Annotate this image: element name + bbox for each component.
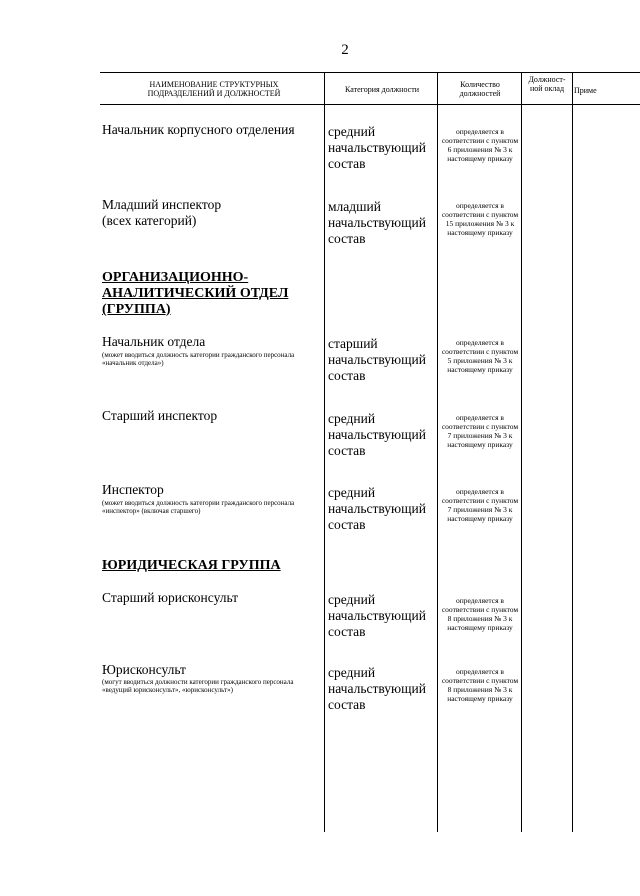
- header-bottom-border: [100, 104, 640, 105]
- position-quantity: определяется в соответствии с пунктом 7 приложения № 3 к настоящему приказу: [441, 487, 519, 523]
- position-quantity: определяется в соответствии с пунктом 7 приложения № 3 к настоящему приказу: [441, 413, 519, 449]
- position-quantity: определяется в соответствии с пунктом 8 приложения № 3 к настоящему приказу: [441, 596, 519, 632]
- position-name: Старший юрисконсульт: [102, 590, 239, 605]
- column-divider: [572, 72, 573, 832]
- column-divider: [437, 72, 438, 832]
- position-name: Начальник корпусного отделения: [102, 122, 295, 137]
- section-title: ЮРИДИЧЕСКАЯ ГРУППА: [102, 558, 281, 573]
- header-note: Приме: [574, 86, 597, 95]
- header-salary: Должност-ной оклад: [528, 75, 566, 93]
- position-quantity: определяется в соответствии с пунктом 8 приложения № 3 к настоящему приказу: [441, 667, 519, 703]
- position-category: младший начальствующий состав: [328, 199, 426, 246]
- page-number: 2: [341, 42, 349, 58]
- position-category: средний начальствующий состав: [328, 485, 426, 532]
- position-name: Старший инспектор: [102, 408, 218, 423]
- position-category: старший начальствующий состав: [328, 336, 426, 383]
- header-name: НАИМЕНОВАНИЕ СТРУКТУРНЫХ ПОДРАЗДЕЛЕНИЙ И ДОЛЖНОСТЕЙ: [147, 80, 281, 98]
- position-note: (может вводиться должность категории гражданского персонала «инспектор» (включая старшего): [102, 499, 295, 515]
- position-quantity: определяется в соответствии с пунктом 5 приложения № 3 к настоящему приказу: [441, 338, 519, 374]
- position-category: средний начальствующий состав: [328, 411, 426, 458]
- position-quantity: определяется в соответствии с пунктом 15 приложения № 3 к настоящему приказу: [441, 201, 519, 237]
- position-name: Начальник отдела: [102, 334, 206, 349]
- position-note: (может вводиться должность категории гражданского персонала «начальник отдела»): [102, 351, 295, 367]
- position-name: Юрисконсульт: [102, 662, 186, 677]
- position-category: средний начальствующий состав: [328, 592, 426, 639]
- header-category: Категория должности: [345, 85, 419, 94]
- table-top-border: [100, 72, 640, 73]
- position-name: Младший инспектор (всех категорий): [102, 197, 222, 228]
- position-name: Инспектор: [102, 482, 164, 497]
- column-divider: [324, 72, 325, 832]
- header-quantity: Количество должностей: [459, 80, 501, 98]
- column-divider: [521, 72, 522, 832]
- position-category: средний начальствующий состав: [328, 665, 426, 712]
- position-quantity: определяется в соответствии с пунктом 6 приложения № 3 к настоящему приказу: [441, 127, 519, 163]
- position-note: (могут вводиться должности категории гражданского персонала «ведущий юрисконсульт», «юрисконсульт»): [102, 678, 294, 694]
- section-title: ОРГАНИЗАЦИОННО-АНАЛИТИЧЕСКИЙ ОТДЕЛ (ГРУППА): [102, 270, 289, 317]
- position-category: средний начальствующий состав: [328, 124, 426, 171]
